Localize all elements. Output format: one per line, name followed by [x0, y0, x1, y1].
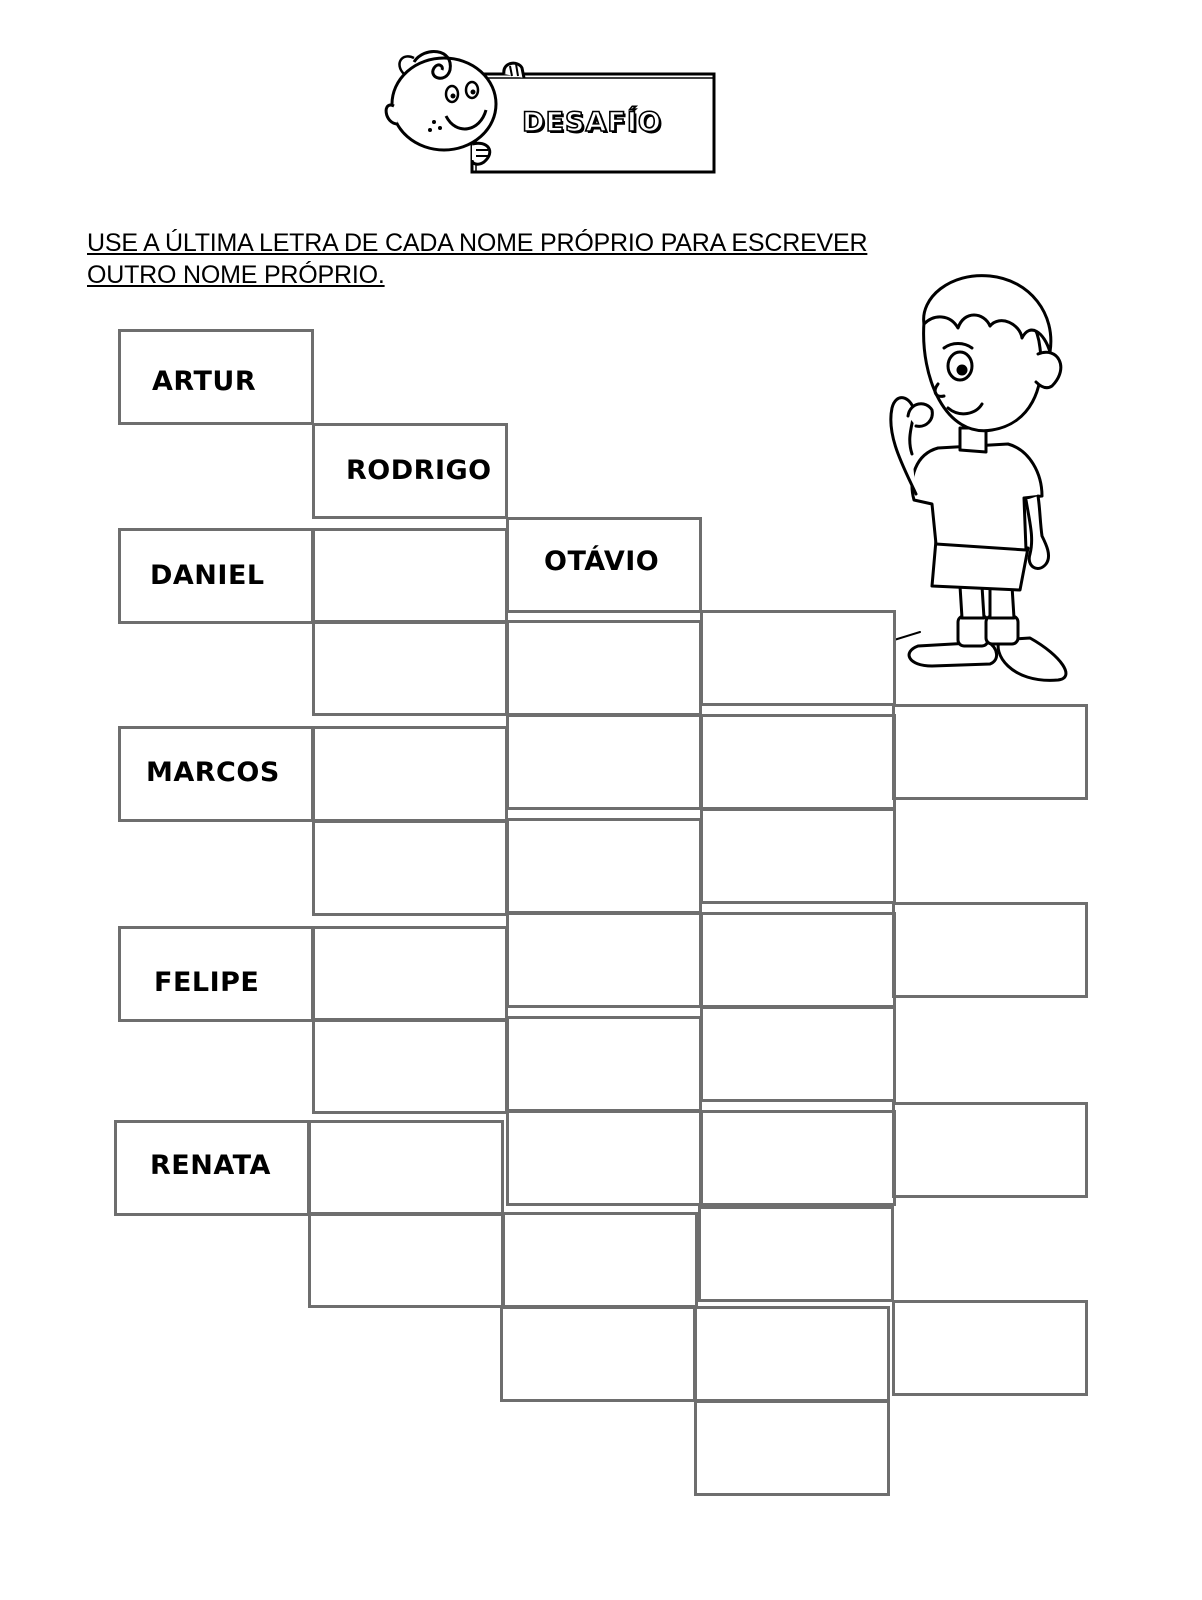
letter-box[interactable] [892, 1300, 1088, 1396]
letter-box[interactable] [694, 1306, 890, 1402]
name-otavio: OTÁVIO [544, 546, 660, 577]
name-rodrigo: RODRIGO [346, 455, 492, 486]
instructions [87, 227, 987, 291]
letter-box[interactable] [308, 1120, 504, 1216]
name-daniel: DANIEL [150, 560, 265, 591]
letter-box[interactable] [892, 1102, 1088, 1198]
letter-box[interactable] [506, 1016, 702, 1112]
letter-box[interactable] [506, 620, 702, 716]
letter-box[interactable] [700, 1006, 896, 1102]
name-felipe: FELIPE [154, 967, 260, 998]
letter-box[interactable] [506, 912, 702, 1008]
letter-box[interactable] [700, 912, 896, 1008]
letter-box[interactable] [308, 1212, 504, 1308]
letter-box[interactable] [700, 714, 896, 810]
name-marcos: MARCOS [146, 757, 280, 788]
letter-box[interactable] [312, 1018, 508, 1114]
letter-box[interactable] [312, 820, 508, 916]
letter-box[interactable] [506, 1110, 702, 1206]
name-renata: RENATA [150, 1150, 271, 1181]
letter-box[interactable] [502, 1212, 698, 1308]
letter-box[interactable] [892, 704, 1088, 800]
letter-box[interactable] [506, 818, 702, 914]
letter-box[interactable] [700, 610, 896, 706]
letter-box[interactable] [698, 1206, 894, 1302]
letter-box[interactable] [312, 926, 508, 1022]
letter-box[interactable] [700, 808, 896, 904]
badge-title: DESAFÍO [522, 107, 662, 138]
name-artur: ARTUR [152, 366, 257, 397]
letter-box[interactable] [892, 902, 1088, 998]
letter-box[interactable] [694, 1400, 890, 1496]
instructions-line-2: OUTRO NOME PRÓPRIO. [87, 261, 385, 289]
letter-box[interactable] [312, 726, 508, 822]
letter-box[interactable] [312, 620, 508, 716]
letter-box[interactable] [500, 1306, 696, 1402]
instructions-line-1: USE A ÚLTIMA LETRA DE CADA NOME PRÓPRIO PARA ESCREVER [87, 229, 868, 257]
letter-box[interactable] [700, 1110, 896, 1206]
thinking-boy-illustration [880, 268, 1080, 692]
letter-box[interactable] [312, 528, 508, 624]
letter-box[interactable] [506, 714, 702, 810]
